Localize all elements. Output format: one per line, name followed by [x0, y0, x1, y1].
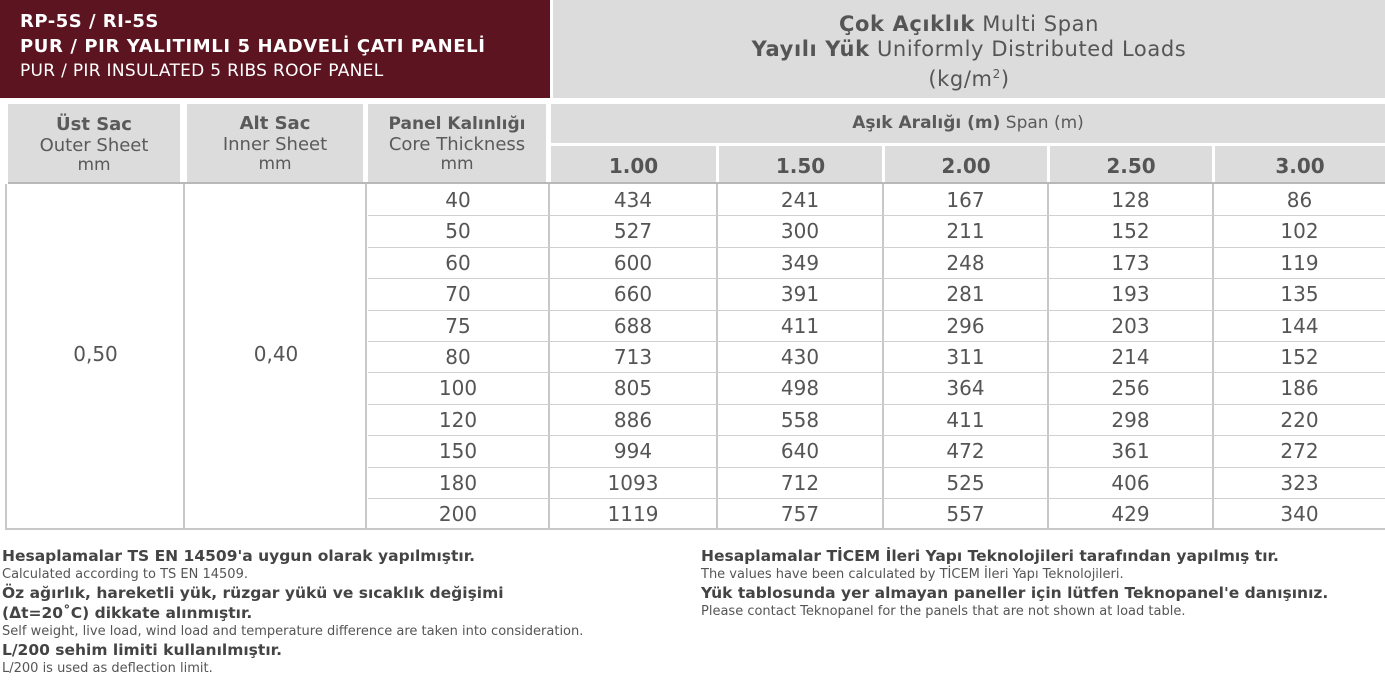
- header-rule: [8, 182, 1385, 184]
- thickness-cell: 50: [445, 219, 471, 244]
- load-cell: 167: [946, 188, 985, 212]
- table-row: [368, 311, 1385, 342]
- notes-left: [2, 546, 692, 677]
- load-type-tr: Yayılı Yük: [751, 37, 870, 61]
- load-cell: 193: [1111, 282, 1150, 307]
- load-cell: 557: [946, 502, 985, 526]
- core-thickness-header: [368, 104, 546, 182]
- table-row: [368, 248, 1385, 279]
- table-bottom-rule: [5, 528, 1385, 530]
- note-calculated-by: Hesaplamalar TİCEM İleri Yapı Teknolojileri tarafından yapılmış tır.: [701, 547, 1279, 565]
- outer-sheet-en: Outer Sheet: [39, 135, 149, 156]
- load-cell: 248: [946, 250, 985, 275]
- table-title: [0, 0, 550, 98]
- span-column-header: 1.00: [551, 146, 716, 182]
- load-cell: 173: [1111, 250, 1150, 275]
- table-row: [368, 468, 1385, 499]
- load-cell: 527: [613, 219, 653, 244]
- load-cell: 525: [946, 470, 985, 495]
- span-column-header: 1.50: [719, 146, 882, 182]
- note-standard: Hesaplamalar TS EN 14509'a uygun olarak yapılmıştır.: [2, 547, 476, 565]
- span-header: [551, 104, 1385, 143]
- note-deflection: L/200 sehim limiti kullanılmıştır.: [2, 641, 282, 659]
- load-cell: 1093: [607, 470, 659, 495]
- outer-sheet-header: [8, 104, 180, 182]
- load-cell: 203: [1111, 313, 1150, 338]
- outer-sheet-value: 0,50: [73, 342, 118, 366]
- load-cell: 152: [1280, 345, 1319, 369]
- load-cell: 296: [946, 313, 985, 338]
- span-column-header: 3.00: [1215, 146, 1385, 182]
- thickness-cell: 100: [438, 376, 478, 401]
- thickness-cell: 60: [445, 250, 471, 275]
- thickness-cell: 120: [438, 407, 478, 432]
- thickness-cell: 180: [438, 470, 478, 495]
- load-cell: 152: [1111, 219, 1150, 244]
- thickness-cell: 200: [438, 502, 478, 526]
- load-cell: 211: [946, 219, 985, 244]
- table-row: [368, 216, 1385, 247]
- load-cell: 430: [780, 345, 820, 369]
- outer-sheet-unit: mm: [77, 155, 111, 175]
- load-cell: 434: [613, 188, 653, 212]
- load-type-header: [553, 0, 1385, 98]
- thickness-cell: 150: [438, 439, 478, 464]
- note-loads-cont: (Δt=20˚C) dikkate alınmıştır.: [2, 604, 253, 622]
- load-cell: 805: [613, 376, 653, 401]
- load-cell: 323: [1280, 470, 1319, 495]
- load-cell: 406: [1111, 470, 1150, 495]
- load-cell: 713: [613, 345, 653, 369]
- load-cell: 272: [1280, 439, 1319, 464]
- load-cell: 300: [780, 219, 820, 244]
- load-cell: 298: [1111, 407, 1150, 432]
- core-thickness-unit: mm: [440, 154, 474, 174]
- load-cell: 311: [946, 345, 985, 369]
- span-column-header: 2.50: [1050, 146, 1212, 182]
- load-cell: 688: [613, 313, 653, 338]
- thickness-cell: 40: [445, 188, 471, 212]
- load-cell: 558: [780, 407, 820, 432]
- load-cell: 757: [780, 502, 820, 526]
- grid-line: [365, 184, 367, 529]
- span-header-tr: Aşık Aralığı (m): [852, 113, 1001, 133]
- load-cell: 660: [613, 282, 653, 307]
- note-standard-en: Calculated according to TS EN 14509.: [2, 567, 248, 582]
- load-cell: 472: [946, 439, 985, 464]
- note-loads-en: Self weight, live load, wind load and temperature difference are taken into consideration.: [2, 624, 584, 639]
- load-cell: 411: [780, 313, 820, 338]
- span-column-header: 2.00: [885, 146, 1047, 182]
- load-cell: 144: [1280, 313, 1319, 338]
- grid-line: [183, 184, 185, 529]
- load-cell: 135: [1280, 282, 1319, 307]
- load-cell: 119: [1280, 250, 1319, 275]
- load-unit-sup: 2: [992, 67, 1001, 81]
- product-code: RP-5S / RI-5S: [20, 11, 159, 32]
- inner-sheet-tr: Alt Sac: [239, 113, 311, 134]
- load-unit-end: ): [1000, 67, 1010, 91]
- product-name-en: PUR / PIR INSULATED 5 RIBS ROOF PANEL: [20, 61, 384, 81]
- inner-sheet-en: Inner Sheet: [222, 134, 328, 155]
- load-cell: 349: [780, 250, 820, 275]
- inner-sheet-unit: mm: [258, 154, 292, 174]
- outer-sheet-tr: Üst Sac: [56, 114, 132, 135]
- note-calculated-by-en: The values have been calculated by TİCEM İleri Yapı Teknolojileri.: [701, 567, 1124, 582]
- grid-line: [5, 184, 7, 529]
- table-row: [368, 342, 1385, 373]
- product-name-tr: PUR / PIR YALITIMLI 5 HADVELİ ÇATI PANELİ: [20, 36, 486, 57]
- load-cell: 214: [1111, 345, 1150, 369]
- load-type-en: Uniformly Distributed Loads: [876, 37, 1187, 61]
- inner-sheet-header: [187, 104, 363, 182]
- core-thickness-en: Core Thickness: [388, 134, 526, 155]
- load-cell: 712: [780, 470, 820, 495]
- notes-right: [701, 546, 1385, 620]
- load-cell: 411: [946, 407, 985, 432]
- core-thickness-tr: Panel Kalınlığı: [388, 114, 526, 134]
- load-cell: 364: [946, 376, 985, 401]
- load-cell: 600: [613, 250, 653, 275]
- load-cell: 220: [1280, 407, 1319, 432]
- load-cell: 128: [1111, 188, 1150, 212]
- note-contact: Yük tablosunda yer almayan paneller için lütfen Teknopanel'e danışınız.: [701, 584, 1329, 602]
- load-span-en: Multi Span: [982, 12, 1100, 36]
- load-cell: 186: [1280, 376, 1319, 401]
- load-cell: 256: [1111, 376, 1150, 401]
- thickness-cell: 70: [445, 282, 471, 307]
- inner-sheet-value: 0,40: [253, 342, 299, 366]
- load-cell: 994: [613, 439, 653, 464]
- load-cell: 886: [613, 407, 653, 432]
- thickness-cell: 75: [445, 313, 471, 338]
- load-cell: 391: [780, 282, 820, 307]
- note-deflection-en: L/200 is used as deflection limit.: [2, 661, 213, 676]
- thickness-cell: 80: [445, 345, 471, 369]
- table-row: [368, 436, 1385, 467]
- load-cell: 498: [780, 376, 820, 401]
- load-span-tr: Çok Açıklık: [838, 12, 975, 36]
- load-cell: 640: [780, 439, 820, 464]
- note-loads: Öz ağırlık, hareketli yük, rüzgar yükü ve sıcaklık değişimi: [2, 584, 504, 602]
- load-cell: 1119: [607, 502, 659, 526]
- span-header-en: Span (m): [1005, 113, 1084, 133]
- load-cell: 102: [1280, 219, 1319, 244]
- load-cell: 361: [1111, 439, 1150, 464]
- table-row: [368, 499, 1385, 530]
- table-row: [368, 405, 1385, 436]
- load-cell: 340: [1280, 502, 1319, 526]
- table-row: [368, 373, 1385, 404]
- load-unit: (kg/m: [928, 67, 993, 91]
- load-cell: 281: [946, 282, 985, 307]
- table-row: [368, 185, 1385, 216]
- load-cell: 86: [1286, 188, 1313, 212]
- load-cell: 241: [780, 188, 820, 212]
- table-row: [368, 279, 1385, 310]
- note-contact-en: Please contact Teknopanel for the panels that are not shown at load table.: [701, 604, 1186, 619]
- load-cell: 429: [1111, 502, 1150, 526]
